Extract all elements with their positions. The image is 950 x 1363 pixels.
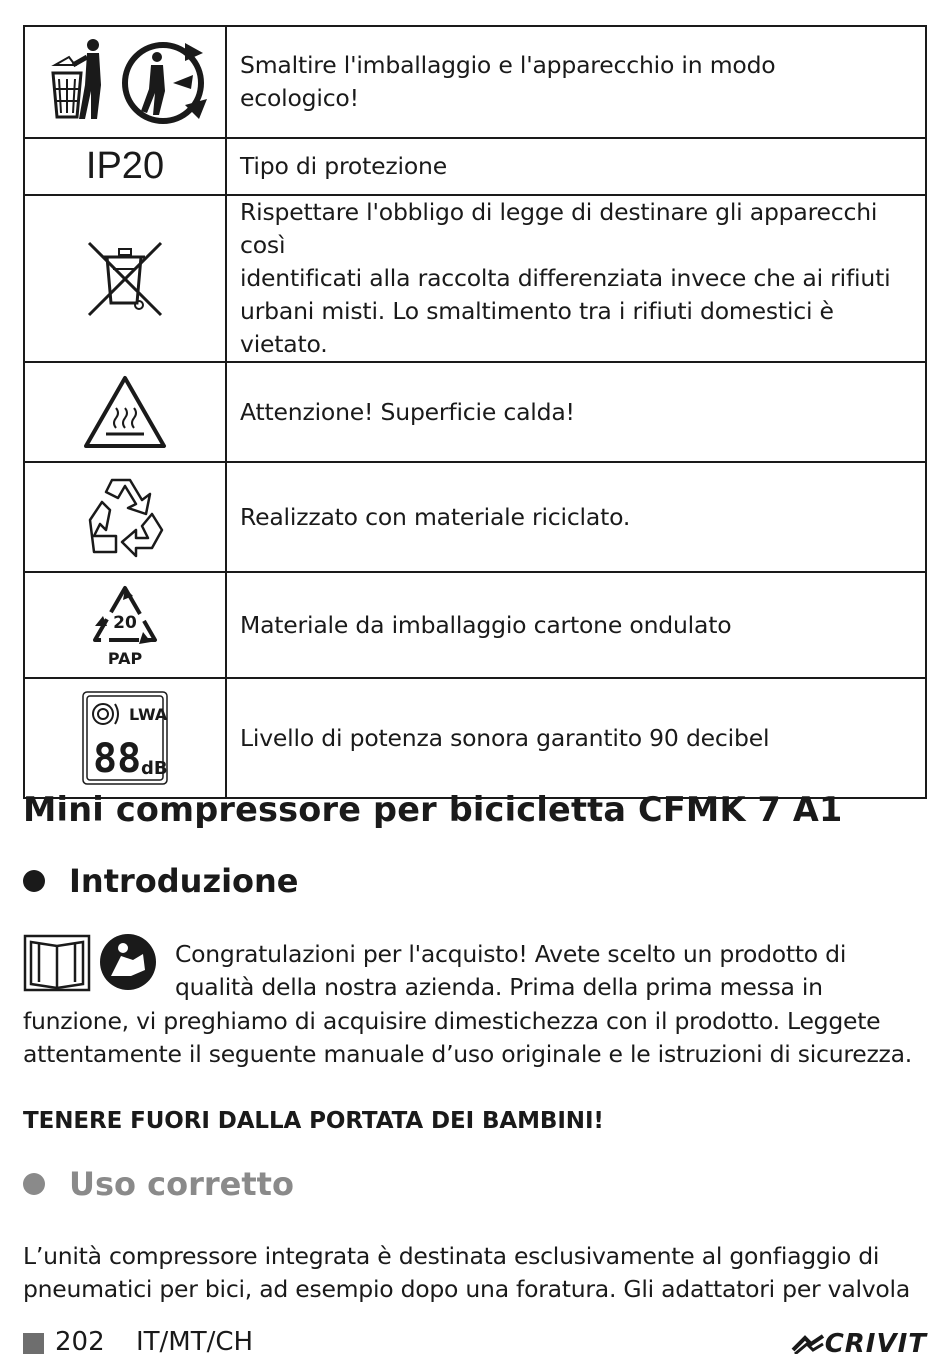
introduction-heading: [23, 862, 299, 900]
page-footer: [23, 1327, 927, 1359]
symbol-description: [226, 195, 926, 362]
heading-text: Introduzione: [69, 862, 299, 900]
description-line: urbani misti. Lo smaltimento tra i rifiuti domestici è vietato.: [240, 297, 834, 358]
page-number: 202: [55, 1327, 105, 1357]
sound-power-level-icon: [81, 690, 169, 786]
manual-icons: [23, 932, 159, 998]
symbol-row: [24, 362, 926, 462]
symbol-icon-cell: [24, 572, 226, 678]
intro-line: qualità della nostra azienda. Prima della prima messa in: [175, 973, 823, 1001]
description-line: Realizzato con materiale riciclato.: [240, 502, 631, 531]
region-code: IT/MT/CH: [136, 1327, 254, 1357]
intro-line: Congratulazioni per l'acquisto! Avete scelto un prodotto di: [175, 940, 847, 968]
heading-text: Uso corretto: [69, 1165, 294, 1203]
description-line: Rispettare l'obbligo di legge di destinare gli apparecchi così: [240, 198, 878, 259]
symbol-description: [226, 572, 926, 678]
symbol-icon-cell: [24, 462, 226, 572]
symbol-icon-cell: [24, 678, 226, 798]
symbol-row: [24, 572, 926, 678]
description-line: Tipo di protezione: [240, 152, 447, 180]
pap-number: 20: [113, 613, 137, 633]
symbol-icon-cell: [24, 138, 226, 195]
db-unit: dB: [141, 758, 168, 779]
symbol-description: [226, 26, 926, 138]
usage-line: pneumatici per bici, ad esempio dopo una foratura. Gli adattatori per valvola: [23, 1275, 910, 1303]
bullet-icon: [23, 1173, 45, 1195]
intro-line: attentamente il seguente manuale d’uso originale e le istruzioni di sicurezza.: [23, 1040, 913, 1068]
read-instructions-icon: [100, 934, 156, 990]
db-value: 88: [93, 736, 142, 782]
child-safety-warning: TENERE FUORI DALLA PORTATA DEI BAMBINI!: [23, 1108, 604, 1134]
page-marker-square: [23, 1333, 44, 1354]
description-line: Livello di potenza sonora garantito 90 decibel: [240, 723, 770, 752]
pap-code: PAP: [107, 649, 143, 668]
description-line: Smaltire l'imballaggio e l'apparecchio in modo: [240, 51, 776, 79]
crossed-bin-icon: [83, 237, 167, 321]
symbols-table: [23, 25, 927, 799]
symbol-icon-cell: [24, 362, 226, 462]
description-line: ecologico!: [240, 84, 359, 112]
pap20-recycling-icon: [85, 582, 165, 668]
symbol-description: [226, 138, 926, 195]
symbol-row: [24, 195, 926, 362]
symbol-description: [226, 678, 926, 798]
disposal-recycling-icon: [35, 35, 215, 130]
usage-heading: [23, 1165, 294, 1203]
brand-name: CRIVIT: [824, 1329, 927, 1359]
symbol-row: [24, 138, 926, 195]
symbol-row: [24, 462, 926, 572]
description-line: Attenzione! Superficie calda!: [240, 397, 575, 426]
intro-line: funzione, vi preghiamo di acquisire dimestichezza con il prodotto. Leggete: [23, 1007, 881, 1035]
description-line: Materiale da imballaggio cartone ondulato: [240, 610, 732, 639]
symbol-description: [226, 362, 926, 462]
symbol-row: [24, 678, 926, 798]
symbol-row: [24, 26, 926, 138]
hot-surface-warning-icon: [82, 374, 168, 450]
crivit-swoosh-icon: [791, 1334, 825, 1354]
symbol-icon-cell: [24, 195, 226, 362]
symbol-icon-cell: [24, 26, 226, 138]
read-manual-icons: [23, 932, 159, 994]
recycled-material-icon: [80, 474, 170, 560]
symbol-description: [226, 462, 926, 572]
bullet-icon: [23, 870, 45, 892]
ip20-label: IP20: [85, 145, 165, 187]
open-book-icon: [25, 936, 89, 990]
lwa-label: LWA: [129, 705, 168, 724]
usage-line: L’unità compressore integrata è destinata esclusivamente al gonfiaggio di: [23, 1242, 880, 1270]
product-title: Mini compressore per bicicletta CFMK 7 A1: [23, 790, 843, 829]
description-line: identificati alla raccolta differenziata invece che ai rifiuti: [240, 264, 891, 292]
brand-logo: [791, 1329, 927, 1359]
